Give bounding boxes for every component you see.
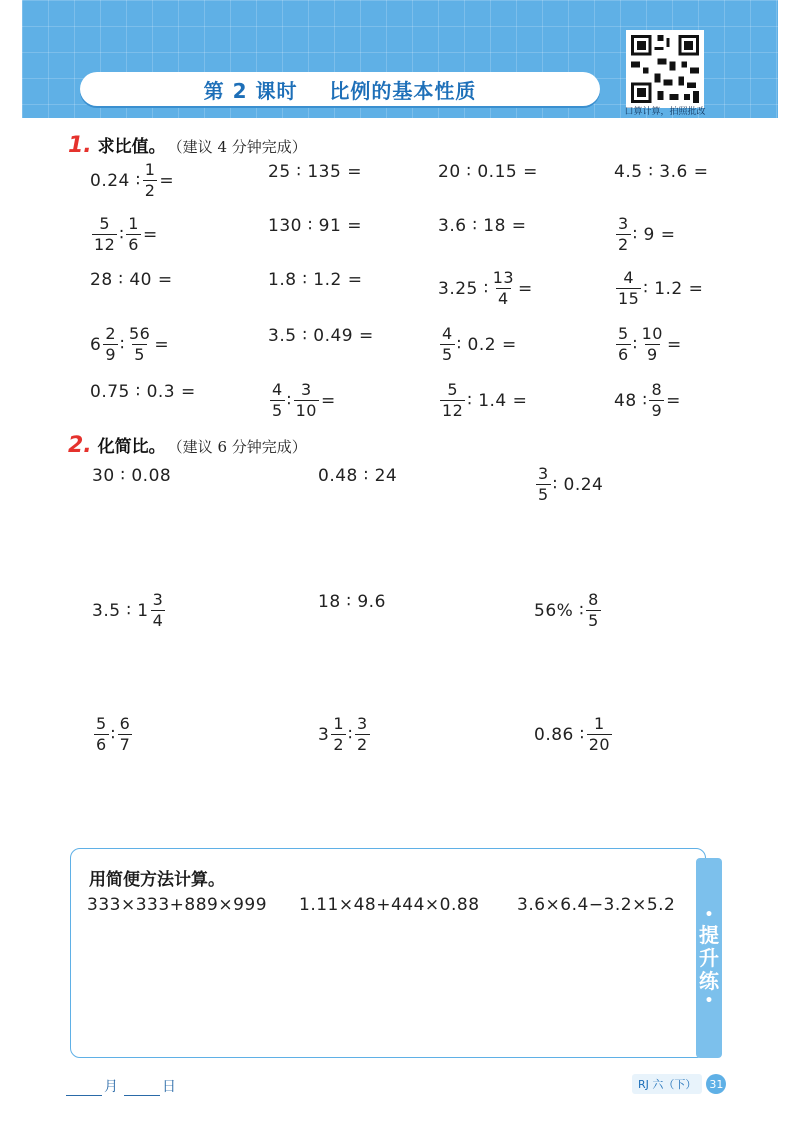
fraction: [640, 326, 665, 363]
numerator: 4: [442, 324, 453, 343]
numerator: 4: [272, 380, 283, 399]
fraction: [536, 466, 551, 503]
section-title: 化简比。: [97, 437, 166, 457]
fraction: [586, 592, 601, 629]
exercise-item: [614, 270, 703, 307]
whole-number: 6: [90, 334, 102, 355]
numerator: 1: [333, 714, 345, 733]
fraction: [331, 716, 346, 753]
expression-text: 3.5 ∶ 0.49 =: [268, 326, 374, 346]
exercise-item: [318, 466, 397, 486]
expression-text: =: [518, 278, 533, 299]
denominator: 2: [333, 735, 345, 754]
fraction: [118, 716, 133, 753]
numerator: 5: [96, 714, 107, 733]
side-tab-label: [696, 858, 722, 1058]
expression-text: =: [666, 390, 681, 411]
exercise-item: [438, 162, 538, 182]
exercise-item: [438, 326, 517, 363]
page-footer: [632, 1074, 726, 1094]
exercise-item: [438, 216, 527, 236]
exercise-item: [268, 162, 362, 182]
month-blank[interactable]: [66, 1079, 102, 1096]
expression-text: 0.48 ∶ 24: [318, 466, 398, 486]
expression-text: 0.75 ∶ 0.3 =: [90, 382, 196, 402]
page-number: 31: [706, 1074, 726, 1094]
expression-text: 20 ∶ 0.15 =: [438, 162, 538, 182]
numerator: 3: [538, 464, 549, 483]
denominator: 5: [588, 611, 599, 630]
section-number: 2.: [68, 433, 92, 458]
denominator: 2: [356, 735, 368, 754]
section-2-heading: [68, 432, 307, 458]
extra-practice-box: [70, 848, 706, 1058]
month-label: 月: [104, 1079, 118, 1095]
expression-text: 4.5 ∶ 3.6 =: [614, 162, 709, 182]
fraction: [270, 382, 285, 419]
expression-text: =: [142, 224, 158, 245]
fraction: [92, 216, 117, 253]
qr-code-icon[interactable]: [626, 30, 704, 108]
expression-text: =: [159, 170, 175, 191]
fraction: [649, 382, 664, 419]
section-title: 求比值。: [97, 137, 166, 157]
expression-text: 56% ∶: [534, 600, 585, 621]
denominator: 12: [94, 235, 116, 254]
denominator: 6: [618, 345, 629, 364]
denominator: 20: [588, 735, 611, 754]
lesson-title: 第 2 课时 比例的基本性质: [203, 78, 477, 103]
edition-label: RJ 六（下）: [632, 1074, 702, 1094]
side-char: 提: [699, 922, 719, 947]
numerator: 3: [618, 214, 629, 233]
denominator: 9: [646, 345, 658, 364]
denominator: 9: [105, 345, 117, 364]
denominator: 10: [295, 401, 317, 420]
exercise-item: [534, 716, 614, 753]
numerator: 10: [641, 324, 663, 343]
numerator: 5: [447, 380, 459, 399]
expression-text: 28 ∶ 40 =: [90, 270, 173, 290]
exercise-item: [92, 592, 167, 629]
side-char: 升: [699, 945, 719, 970]
numerator: 56: [128, 324, 151, 343]
day-blank[interactable]: [124, 1079, 160, 1096]
side-dot: •: [704, 992, 714, 1009]
expression-text: 0.86 ∶: [534, 724, 585, 745]
expression-text: 3.25 ∶: [438, 278, 489, 299]
fraction: [491, 270, 516, 307]
numerator: 8: [651, 380, 663, 399]
expression-text: ∶: [120, 334, 125, 355]
exercise-item: [90, 162, 174, 199]
fraction: [616, 270, 641, 307]
denominator: 9: [651, 401, 663, 420]
extra-problem: 1.11×48+444×0.88: [299, 895, 480, 915]
denominator: 2: [618, 235, 629, 254]
denominator: 7: [119, 735, 131, 754]
expression-text: 0.24 ∶: [90, 170, 141, 191]
expression-text: 1.8 ∶ 1.2 =: [268, 270, 363, 290]
numerator: 4: [623, 268, 635, 287]
denominator: 6: [96, 735, 107, 754]
fraction: [103, 326, 118, 363]
expression-text: 48 ∶: [614, 390, 648, 411]
extra-title: 用简便方法计算。: [89, 870, 225, 890]
exercise-item: [614, 162, 708, 182]
exercise-item: [268, 382, 336, 419]
numerator: 5: [99, 214, 111, 233]
section-1-heading: [68, 132, 307, 158]
numerator: 3: [356, 714, 368, 733]
side-dot: •: [704, 907, 714, 924]
numerator: 1: [144, 160, 156, 179]
expression-text: =: [320, 390, 336, 411]
denominator: 2: [144, 181, 156, 200]
exercise-item: [614, 326, 682, 363]
fraction: [94, 716, 109, 753]
fraction: [355, 716, 370, 753]
denominator: 15: [618, 289, 640, 308]
exercise-item: [268, 270, 362, 290]
fraction: [440, 382, 465, 419]
expression-text: ∶ 0.24: [552, 474, 604, 495]
date-field[interactable]: [66, 1076, 176, 1096]
expression-text: ∶ 9 =: [632, 224, 676, 245]
exercise-item: [534, 592, 603, 629]
expression-text: 25 ∶ 135 =: [268, 162, 362, 182]
fraction: [440, 326, 455, 363]
fraction: [616, 216, 631, 253]
exercise-item: [614, 216, 675, 253]
exercise-item: [92, 716, 134, 753]
expression-text: ∶: [110, 724, 116, 745]
fraction: [616, 326, 631, 363]
fraction: [143, 162, 158, 199]
denominator: 5: [134, 345, 145, 364]
whole-number: 3: [318, 724, 330, 745]
expression-text: ∶ 1.2 =: [643, 278, 704, 299]
denominator: 4: [152, 611, 164, 630]
extra-problem: 3.6×6.4−3.2×5.2: [517, 895, 676, 915]
side-char: 练: [699, 968, 719, 993]
exercise-item: [90, 382, 196, 402]
fraction: [151, 592, 166, 629]
denominator: 4: [498, 289, 509, 308]
section-hint: （建议 4 分钟完成）: [167, 138, 307, 156]
expression-text: ∶: [119, 224, 125, 245]
numerator: 3: [300, 380, 312, 399]
numerator: 6: [119, 714, 131, 733]
numerator: 8: [588, 590, 599, 609]
exercise-item: [534, 466, 603, 503]
denominator: 12: [442, 401, 464, 420]
numerator: 13: [492, 268, 515, 287]
expression-text: 18 ∶ 9.6: [318, 592, 386, 612]
denominator: 5: [442, 345, 453, 364]
exercise-item: [438, 382, 527, 419]
expression-text: 3.5 ∶ 1: [92, 600, 149, 621]
extra-problem: 333×333+889×999: [87, 895, 268, 915]
expression-text: =: [154, 334, 170, 355]
fraction: [294, 382, 319, 419]
expression-text: ∶ 1.4 =: [467, 390, 528, 411]
expression-text: 3.6 ∶ 18 =: [438, 216, 527, 236]
exercise-item: [438, 270, 533, 307]
numerator: 2: [105, 324, 117, 343]
expression-text: 30 ∶ 0.08: [92, 466, 172, 486]
numerator: 5: [618, 324, 629, 343]
day-label: 日: [162, 1079, 176, 1095]
expression-text: 130 ∶ 91 =: [268, 216, 362, 236]
exercise-item: [90, 326, 169, 363]
expression-text: ∶: [286, 390, 292, 411]
exercise-item: [90, 270, 173, 290]
exercise-item: [92, 466, 171, 486]
fraction: [126, 216, 141, 253]
numerator: 1: [594, 714, 605, 733]
qr-caption: 口算计算，拍照批改: [624, 107, 706, 117]
exercise-item: [268, 326, 374, 346]
expression-text: =: [666, 334, 682, 355]
expression-text: ∶: [632, 334, 638, 355]
numerator: 3: [152, 590, 164, 609]
exercise-item: [268, 216, 362, 236]
section-hint: （建议 6 分钟完成）: [167, 438, 307, 456]
exercise-item: [90, 216, 158, 253]
denominator: 6: [128, 235, 139, 254]
expression-text: ∶ 0.2 =: [456, 334, 517, 355]
fraction: [127, 326, 152, 363]
exercise-item: [318, 716, 372, 753]
numerator: 1: [128, 214, 139, 233]
denominator: 5: [538, 485, 549, 504]
exercise-item: [318, 592, 386, 612]
fraction: [587, 716, 612, 753]
section-number: 1.: [68, 133, 92, 158]
header-banner: [22, 0, 778, 118]
denominator: 5: [272, 401, 283, 420]
exercise-item: [614, 382, 681, 419]
lesson-title-pill: [80, 72, 600, 106]
expression-text: ∶: [348, 724, 353, 745]
